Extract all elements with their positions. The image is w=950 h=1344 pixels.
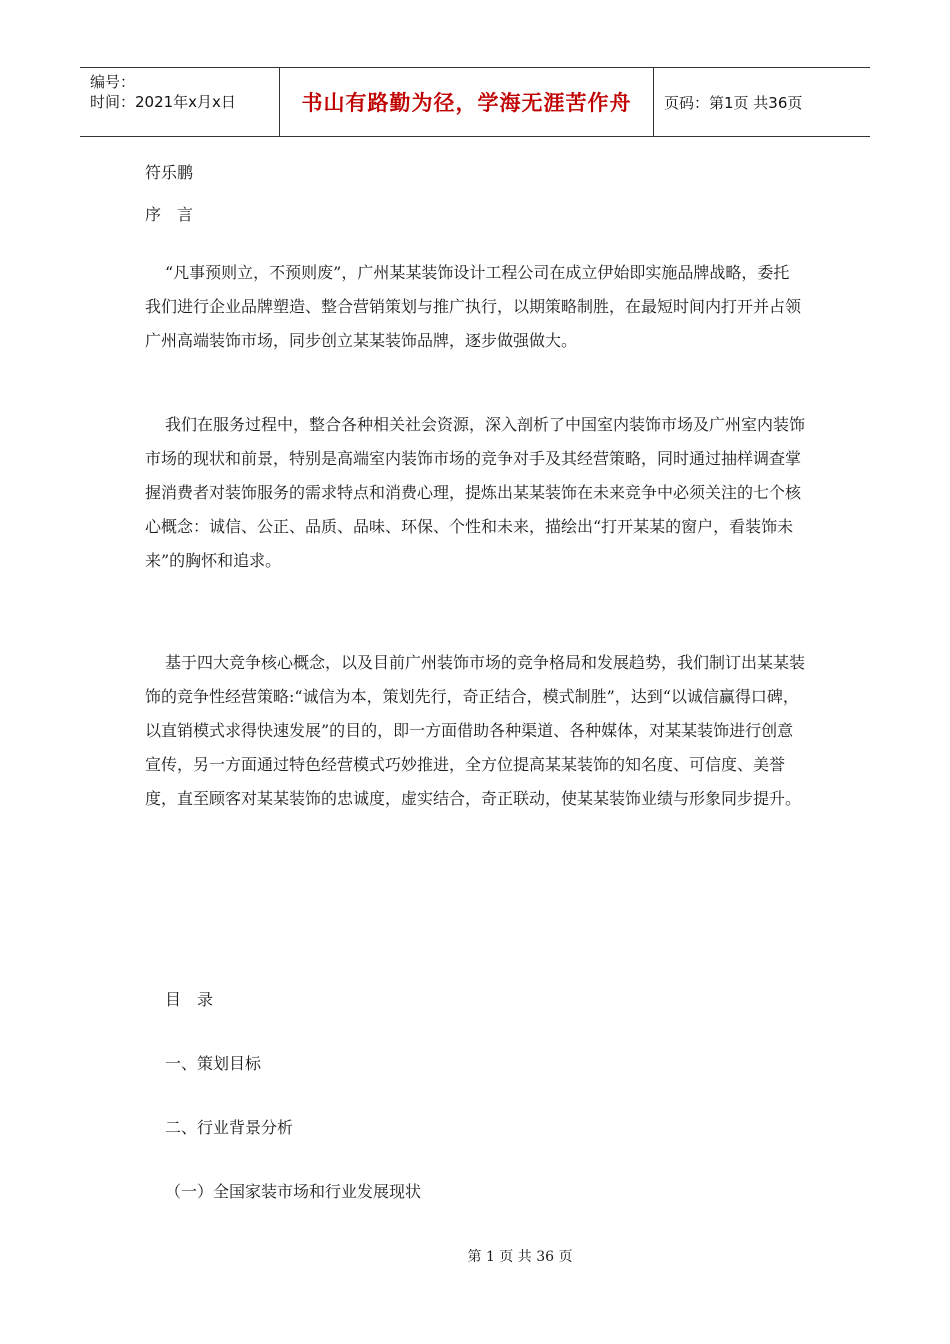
toc-item: （一）全国家装市场和行业发展现状 [165, 1182, 422, 1201]
page-footer: 第 1 页 共 36 页 [467, 1249, 573, 1265]
paragraph-1: “凡事预则立，不预则废”，广州某某装饰设计工程公司在成立伊始即实施品牌战略，委托我们进行企业品牌塑造、整合营销策划与推广执行，以期策略制胜，在最短时间内打开并占领广州高端装饰市场，同步创立某某装饰品牌，逐步做强做大。 [145, 263, 802, 350]
toc-title: 目 录 [165, 990, 214, 1009]
date-line: 时间：2021年x月x日 [90, 93, 236, 111]
header-motto: 书山有路勤为径，学海无涯苦作舟 [280, 68, 654, 136]
page-header [80, 67, 870, 137]
author-name: 符乐鹏 [145, 163, 194, 182]
paragraph-3: 基于四大竞争核心概念，以及目前广州装饰市场的竞争格局和发展趋势，我们制订出某某装饰的竞争性经营策略:“诚信为本，策划先行，奇正结合，模式制胜”，达到“以诚信赢得口碑，以直销模式求得快速发展”的目的，即一方面借助各种渠道、各种媒体，对某某装饰进行创意宣传，另一方面通过特色经营模式巧妙推进，全方位提高某某装饰的知名度、可信度、美誉度，直至顾客对某某装饰的忠诚度，虚实结合，奇正联动，使某某装饰业绩与形象同步提升。 [145, 653, 806, 808]
header-page-info: 页码：第1页 共36页 [664, 93, 803, 112]
paragraph-2: 我们在服务过程中，整合各种相关社会资源，深入剖析了中国室内装饰市场及广州室内装饰市场的现状和前景，特别是高端室内装饰市场的竞争对手及其经营策略，同时通过抽样调查掌握消费者对装饰服务的需求特点和消费心理，提炼出某某装饰在未来竞争中必须关注的七个核心概念：诚信、公正、品质、品味、环保、个性和未来，描绘出“打开某某的窗户，看装饰未来”的胸怀和追求。 [145, 415, 806, 570]
serial-label: 编号： [90, 73, 136, 91]
preface-title: 序 言 [145, 205, 194, 224]
toc-item: 二、行业背景分析 [165, 1118, 294, 1137]
toc-item: 一、策划目标 [165, 1054, 262, 1073]
header-meta [80, 68, 280, 136]
